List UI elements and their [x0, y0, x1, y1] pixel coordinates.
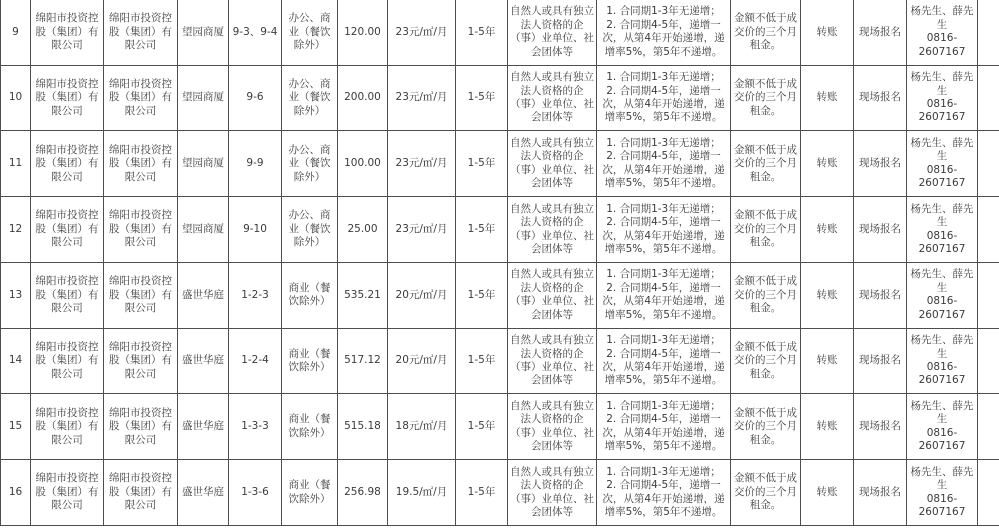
escalation-item-1: 1. 合同期1-3年无递增； — [606, 71, 721, 84]
escalation-item-2: 2. 合同期4-5年，递增一次，从第4年开始递增，递增率5%，第5年不递增。 — [602, 150, 725, 190]
area-cell: 535.21 — [338, 262, 388, 328]
contact-phone: 0816-2607167 — [918, 426, 966, 453]
row-number-cell: 11 — [1, 131, 31, 197]
contact-name: 杨先生、薛先生 — [910, 465, 974, 492]
operator-cell: 绵阳市投资控股（集团）有限公司 — [104, 460, 178, 526]
unit-number-cell: 1-3-6 — [229, 460, 282, 526]
escalation-item-2: 2. 合同期4-5年，递增一次，从第4年开始递增，递增率5%，第5年不递增。 — [602, 84, 725, 124]
property-name-cell: 盛世华庭 — [178, 328, 229, 394]
escalation-cell — [597, 460, 731, 526]
payment-method-cell: 转账 — [801, 328, 854, 394]
unit-number-cell: 1-2-4 — [229, 328, 282, 394]
term-cell: 1-5年 — [456, 460, 508, 526]
deposit-cell: 金额不低于成交价的三个月租金。 — [731, 65, 801, 131]
usage-cell: 办公、商业（餐饮除外） — [282, 0, 338, 65]
price-cell: 20元/㎡/月 — [388, 262, 456, 328]
contact-phone: 0816-2607167 — [918, 229, 966, 255]
escalation-item-2: 2. 合同期4-5年，递增一次，从第4年开始递增，递增率5%，第5年不递增。 — [602, 347, 725, 387]
usage-cell: 商业（餐饮除外） — [282, 328, 338, 394]
deposit-cell: 金额不低于成交价的三个月租金。 — [731, 262, 801, 328]
escalation-cell — [597, 197, 731, 263]
contact-cell — [907, 65, 978, 131]
eligibility-cell: 自然人或具有独立法人资格的企（事）业单位、社会团体等 — [508, 65, 597, 131]
usage-cell: 商业（餐饮除外） — [282, 394, 338, 460]
contact-cell — [907, 394, 978, 460]
operator-cell: 绵阳市投资控股（集团）有限公司 — [104, 65, 178, 131]
contact-name: 杨先生、薛先生 — [910, 136, 974, 163]
table-row — [1, 131, 999, 197]
row-number-cell: 13 — [1, 262, 31, 328]
blank-cell — [978, 262, 999, 328]
usage-cell: 办公、商业（餐饮除外） — [282, 65, 338, 131]
property-name-cell: 望园商厦 — [178, 131, 229, 197]
unit-number-cell: 9-3、9-4 — [229, 0, 282, 65]
usage-cell: 办公、商业（餐饮除外） — [282, 131, 338, 197]
table-row — [1, 0, 999, 65]
contact-name: 杨先生、薛先生 — [910, 399, 974, 426]
payment-method-cell: 转账 — [801, 262, 854, 328]
area-cell: 200.00 — [338, 65, 388, 131]
contact-name: 杨先生、薛先生 — [910, 71, 974, 97]
contact-phone: 0816-2607167 — [918, 361, 966, 387]
table-row — [1, 65, 999, 131]
price-cell: 23元/㎡/月 — [388, 131, 456, 197]
contact-cell — [907, 328, 978, 394]
row-number-cell: 14 — [1, 328, 31, 394]
price-cell: 20元/㎡/月 — [388, 328, 456, 394]
payment-method-cell: 转账 — [801, 0, 854, 65]
escalation-item-2: 2. 合同期4-5年，递增一次，从第4年开始递增，递增率5%，第5年不递增。 — [602, 413, 725, 453]
unit-number-cell: 9-10 — [229, 197, 282, 263]
operator-cell: 绵阳市投资控股（集团）有限公司 — [104, 262, 178, 328]
escalation-cell — [597, 65, 731, 131]
eligibility-cell: 自然人或具有独立法人资格的企（事）业单位、社会团体等 — [508, 262, 597, 328]
contact-phone: 0816-2607167 — [918, 32, 966, 58]
row-number-cell: 15 — [1, 394, 31, 460]
operator-cell: 绵阳市投资控股（集团）有限公司 — [104, 197, 178, 263]
price-cell: 23元/㎡/月 — [388, 197, 456, 263]
deposit-cell: 金额不低于成交价的三个月租金。 — [731, 131, 801, 197]
operator-cell: 绵阳市投资控股（集团）有限公司 — [104, 328, 178, 394]
deposit-cell: 金额不低于成交价的三个月租金。 — [731, 460, 801, 526]
deposit-cell: 金额不低于成交价的三个月租金。 — [731, 197, 801, 263]
escalation-item-2: 2. 合同期4-5年，递增一次，从第4年开始递增，递增率5%，第5年不递增。 — [602, 281, 725, 321]
escalation-cell — [597, 394, 731, 460]
contact-name: 杨先生、薛先生 — [910, 268, 974, 294]
registration-cell: 现场报名 — [854, 131, 907, 197]
registration-cell: 现场报名 — [854, 65, 907, 131]
area-cell: 517.12 — [338, 328, 388, 394]
blank-cell — [978, 65, 999, 131]
unit-number-cell: 9-9 — [229, 131, 282, 197]
row-number-cell: 10 — [1, 65, 31, 131]
escalation-item-1: 1. 合同期1-3年无递增； — [606, 399, 721, 412]
row-number-cell: 9 — [1, 0, 31, 65]
property-name-cell: 盛世华庭 — [178, 394, 229, 460]
eligibility-cell: 自然人或具有独立法人资格的企（事）业单位、社会团体等 — [508, 328, 597, 394]
escalation-item-1: 1. 合同期1-3年无递增； — [606, 202, 721, 215]
area-cell: 100.00 — [338, 131, 388, 197]
term-cell: 1-5年 — [456, 131, 508, 197]
term-cell: 1-5年 — [456, 65, 508, 131]
property-name-cell: 盛世华庭 — [178, 460, 229, 526]
registration-cell: 现场报名 — [854, 0, 907, 65]
contact-name: 杨先生、薛先生 — [910, 5, 974, 31]
contact-phone: 0816-2607167 — [918, 492, 966, 519]
contact-name: 杨先生、薛先生 — [910, 202, 974, 229]
area-cell: 515.18 — [338, 394, 388, 460]
operator-cell: 绵阳市投资控股（集团）有限公司 — [104, 394, 178, 460]
owner-cell: 绵阳市投资控股（集团）有限公司 — [31, 197, 104, 263]
property-name-cell: 望园商厦 — [178, 197, 229, 263]
usage-cell: 办公、商业（餐饮除外） — [282, 197, 338, 263]
registration-cell: 现场报名 — [854, 460, 907, 526]
contact-phone: 0816-2607167 — [918, 295, 966, 321]
blank-cell — [978, 328, 999, 394]
property-name-cell: 望园商厦 — [178, 0, 229, 65]
blank-cell — [978, 0, 999, 65]
eligibility-cell: 自然人或具有独立法人资格的企（事）业单位、社会团体等 — [508, 131, 597, 197]
owner-cell: 绵阳市投资控股（集团）有限公司 — [31, 328, 104, 394]
escalation-cell — [597, 0, 731, 65]
unit-number-cell: 1-3-3 — [229, 394, 282, 460]
registration-cell: 现场报名 — [854, 262, 907, 328]
table-row — [1, 460, 999, 526]
property-name-cell: 望园商厦 — [178, 65, 229, 131]
unit-number-cell: 9-6 — [229, 65, 282, 131]
usage-cell: 商业（餐饮除外） — [282, 262, 338, 328]
blank-cell — [978, 394, 999, 460]
escalation-item-1: 1. 合同期1-3年无递增； — [606, 268, 721, 281]
escalation-item-1: 1. 合同期1-3年无递增； — [606, 334, 721, 347]
area-cell: 25.00 — [338, 197, 388, 263]
term-cell: 1-5年 — [456, 328, 508, 394]
payment-method-cell: 转账 — [801, 131, 854, 197]
blank-cell — [978, 460, 999, 526]
eligibility-cell: 自然人或具有独立法人资格的企（事）业单位、社会团体等 — [508, 197, 597, 263]
escalation-item-2: 2. 合同期4-5年，递增一次，从第4年开始递增，递增率5%，第5年不递增。 — [602, 18, 725, 58]
table-row — [1, 394, 999, 460]
area-cell: 120.00 — [338, 0, 388, 65]
escalation-cell — [597, 328, 731, 394]
term-cell: 1-5年 — [456, 394, 508, 460]
payment-method-cell: 转账 — [801, 394, 854, 460]
row-number-cell: 12 — [1, 197, 31, 263]
table-row — [1, 197, 999, 263]
operator-cell: 绵阳市投资控股（集团）有限公司 — [104, 131, 178, 197]
escalation-cell — [597, 131, 731, 197]
table-body — [1, 0, 999, 526]
owner-cell: 绵阳市投资控股（集团）有限公司 — [31, 131, 104, 197]
term-cell: 1-5年 — [456, 197, 508, 263]
contact-phone: 0816-2607167 — [918, 98, 966, 124]
owner-cell: 绵阳市投资控股（集团）有限公司 — [31, 0, 104, 65]
term-cell: 1-5年 — [456, 0, 508, 65]
registration-cell: 现场报名 — [854, 197, 907, 263]
blank-cell — [978, 197, 999, 263]
term-cell: 1-5年 — [456, 262, 508, 328]
escalation-cell — [597, 262, 731, 328]
table-row — [1, 328, 999, 394]
payment-method-cell: 转账 — [801, 197, 854, 263]
contact-cell — [907, 262, 978, 328]
price-cell: 19.5/㎡/月 — [388, 460, 456, 526]
owner-cell: 绵阳市投资控股（集团）有限公司 — [31, 394, 104, 460]
deposit-cell: 金额不低于成交价的三个月租金。 — [731, 394, 801, 460]
contact-cell — [907, 0, 978, 65]
eligibility-cell: 自然人或具有独立法人资格的企（事）业单位、社会团体等 — [508, 0, 597, 65]
area-cell: 256.98 — [338, 460, 388, 526]
operator-cell: 绵阳市投资控股（集团）有限公司 — [104, 0, 178, 65]
contact-name: 杨先生、薛先生 — [910, 334, 974, 360]
owner-cell: 绵阳市投资控股（集团）有限公司 — [31, 262, 104, 328]
blank-cell — [978, 131, 999, 197]
contact-cell — [907, 460, 978, 526]
registration-cell: 现场报名 — [854, 328, 907, 394]
escalation-item-1: 1. 合同期1-3年无递增； — [606, 136, 721, 149]
price-cell: 18元/㎡/月 — [388, 394, 456, 460]
table-row — [1, 262, 999, 328]
owner-cell: 绵阳市投资控股（集团）有限公司 — [31, 65, 104, 131]
eligibility-cell: 自然人或具有独立法人资格的企（事）业单位、社会团体等 — [508, 460, 597, 526]
escalation-item-1: 1. 合同期1-3年无递增； — [606, 5, 721, 18]
price-cell: 23元/㎡/月 — [388, 0, 456, 65]
owner-cell: 绵阳市投资控股（集团）有限公司 — [31, 460, 104, 526]
property-name-cell: 盛世华庭 — [178, 262, 229, 328]
contact-phone: 0816-2607167 — [918, 163, 966, 190]
price-cell: 23元/㎡/月 — [388, 65, 456, 131]
contact-cell — [907, 131, 978, 197]
unit-number-cell: 1-2-3 — [229, 262, 282, 328]
escalation-item-2: 2. 合同期4-5年，递增一次，从第4年开始递增，递增率5%，第5年不递增。 — [602, 479, 725, 519]
row-number-cell: 16 — [1, 460, 31, 526]
deposit-cell: 金额不低于成交价的三个月租金。 — [731, 328, 801, 394]
contact-cell — [907, 197, 978, 263]
escalation-item-2: 2. 合同期4-5年，递增一次，从第4年开始递增，递增率5%，第5年不递增。 — [602, 216, 725, 255]
registration-cell: 现场报名 — [854, 394, 907, 460]
payment-method-cell: 转账 — [801, 460, 854, 526]
escalation-item-1: 1. 合同期1-3年无递增； — [606, 465, 721, 478]
usage-cell: 商业（餐饮除外） — [282, 460, 338, 526]
eligibility-cell: 自然人或具有独立法人资格的企（事）业单位、社会团体等 — [508, 394, 597, 460]
deposit-cell: 金额不低于成交价的三个月租金。 — [731, 0, 801, 65]
payment-method-cell: 转账 — [801, 65, 854, 131]
